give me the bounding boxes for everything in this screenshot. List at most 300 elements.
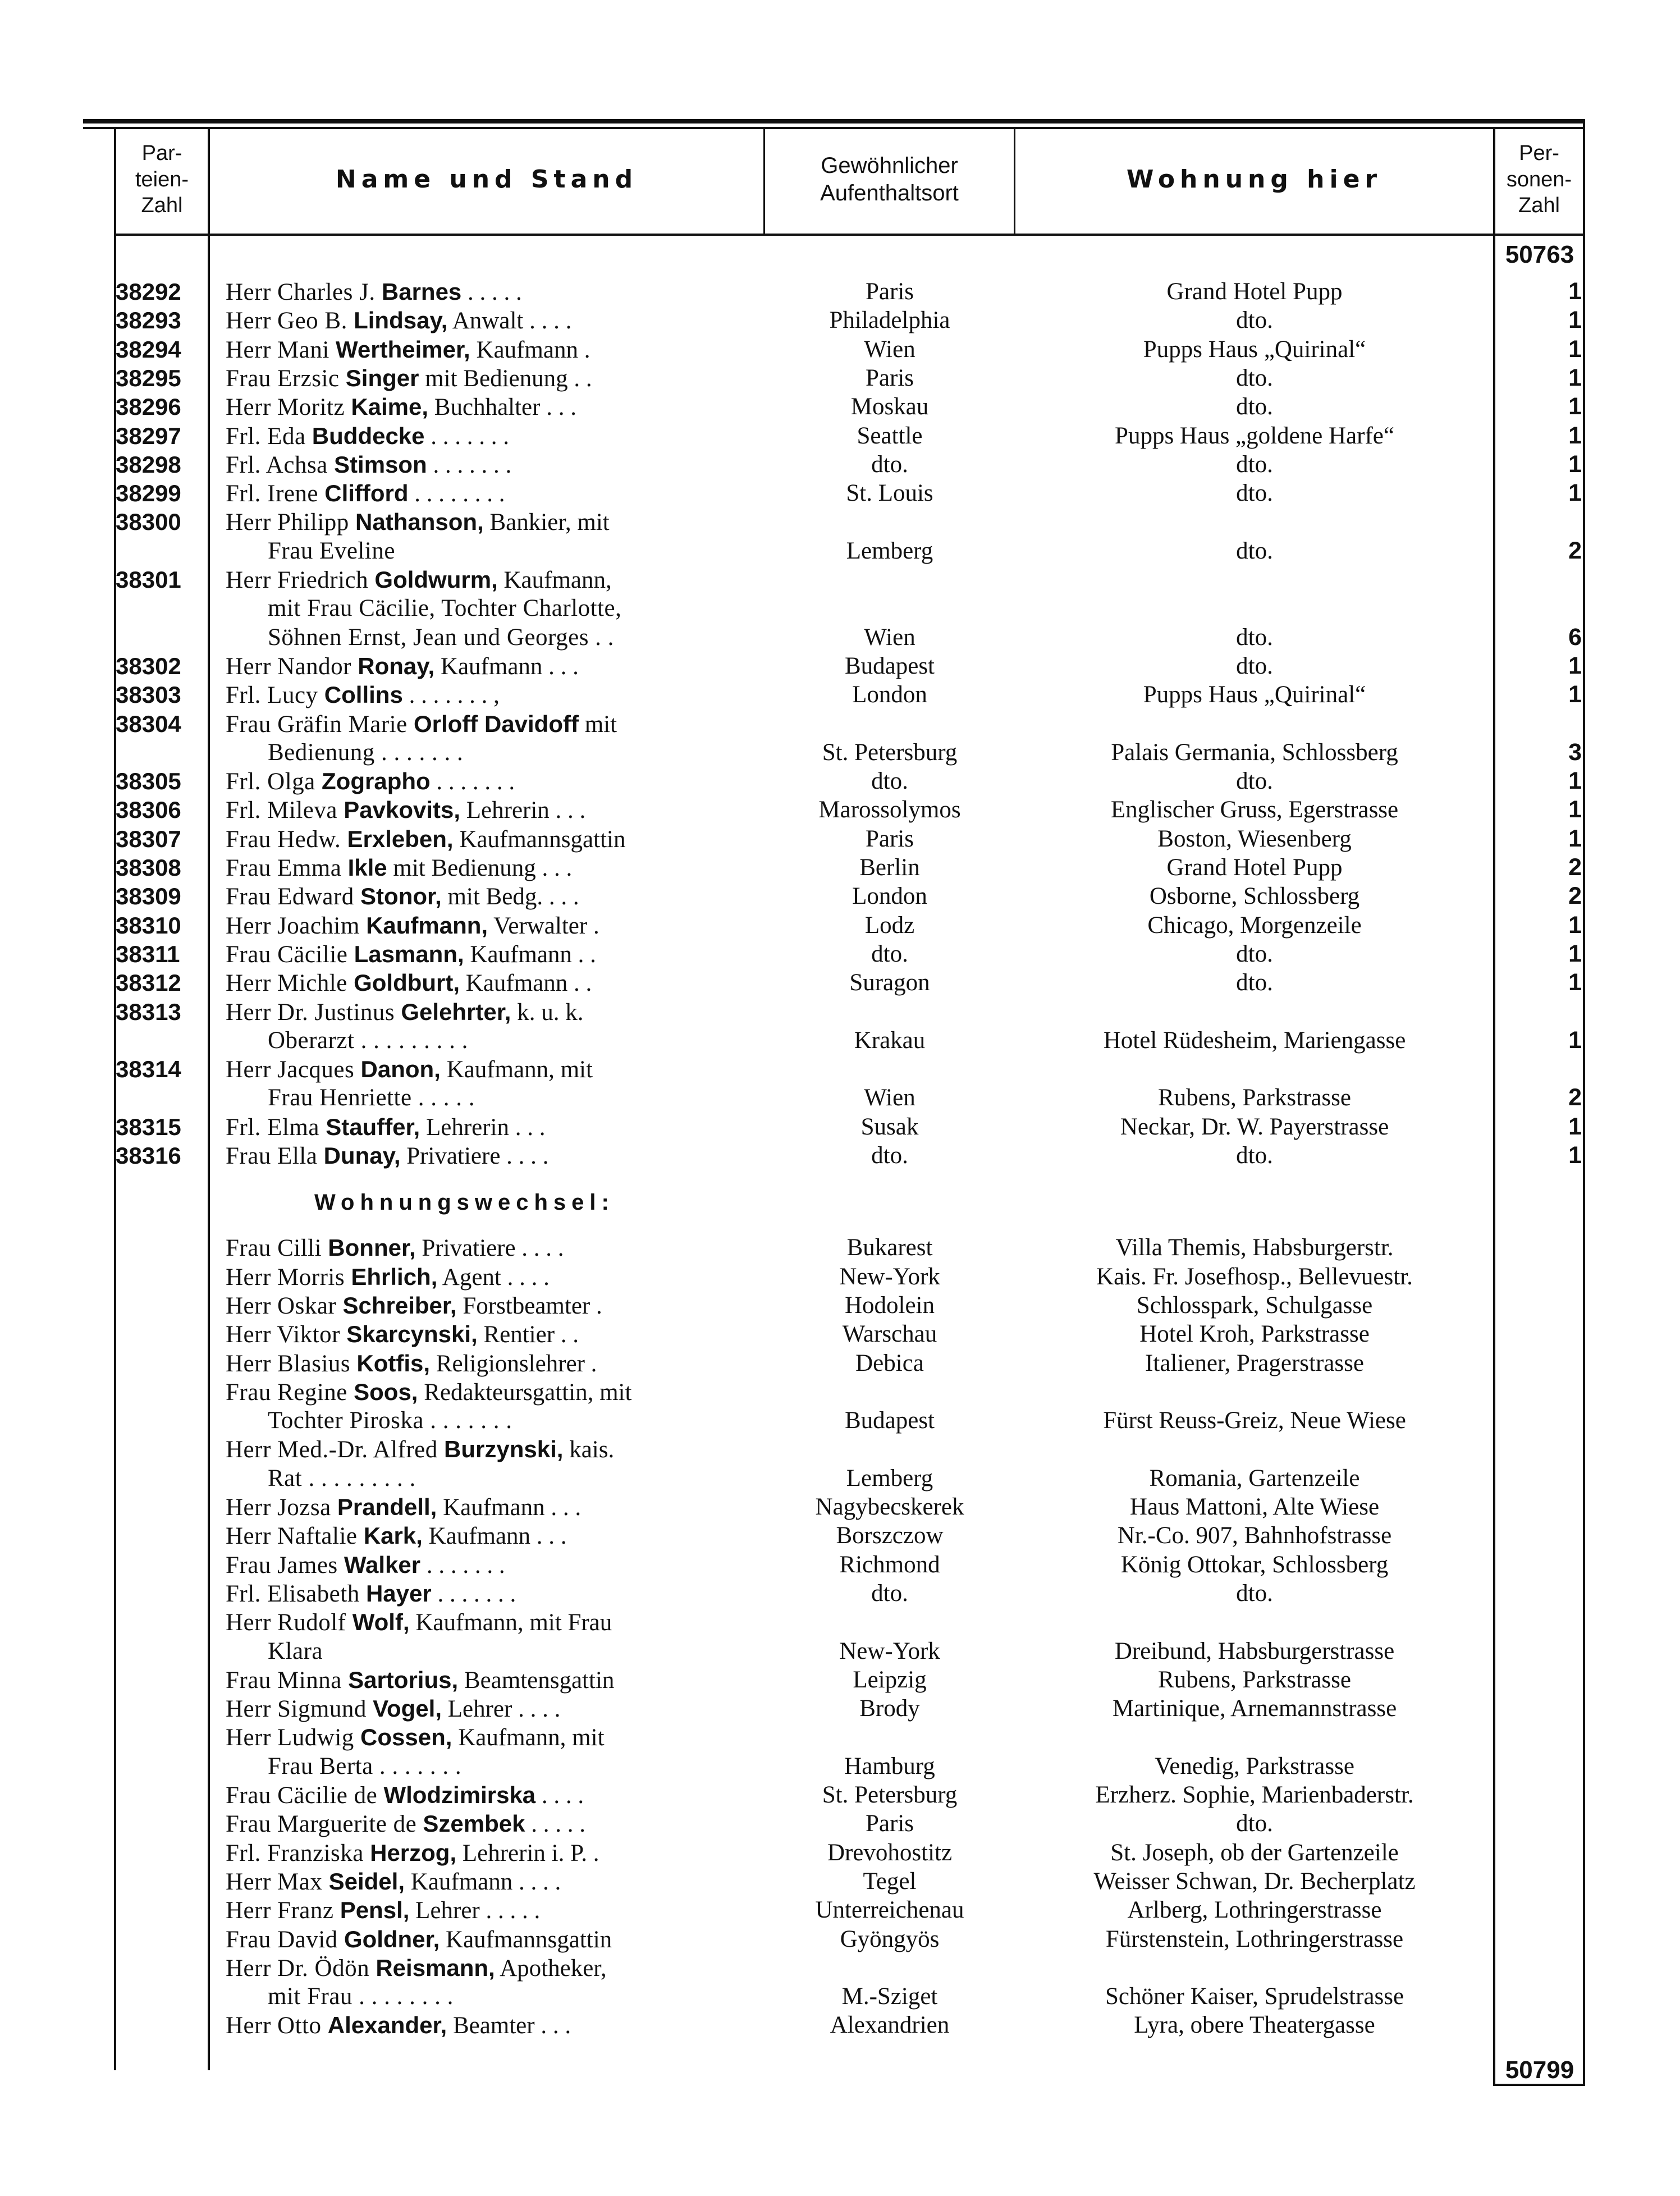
local-address: Fürstenstein, Lothringerstrasse bbox=[1105, 1925, 1404, 1952]
name-cell bbox=[226, 1262, 765, 1291]
usual-residence: Paris bbox=[866, 364, 914, 391]
move-row bbox=[0, 1666, 1680, 1694]
local-address: Italiener, Pragerstrasse bbox=[1145, 1349, 1364, 1376]
surname: Vogel, bbox=[373, 1695, 442, 1722]
usual-residence: Susak bbox=[860, 1113, 919, 1140]
name-prefix: Herr Michle bbox=[226, 970, 354, 997]
party-number: 38296 bbox=[116, 394, 181, 420]
entry-row bbox=[0, 652, 1680, 680]
name-prefix: Oberarzt . . . . . . . . . bbox=[268, 1027, 468, 1054]
move-row bbox=[0, 1637, 1680, 1666]
name-cell bbox=[226, 1291, 765, 1320]
persons-count: 2 bbox=[1568, 854, 1582, 881]
usual-residence: Suragon bbox=[849, 969, 930, 996]
usual-residence: dto. bbox=[871, 1142, 908, 1169]
local-address: Grand Hotel Pupp bbox=[1166, 278, 1343, 305]
local-address: Haus Mattoni, Alte Wiese bbox=[1129, 1494, 1380, 1520]
move-row bbox=[0, 1723, 1680, 1751]
usual-residence: Berlin bbox=[859, 854, 920, 881]
move-row bbox=[0, 1608, 1680, 1636]
usual-residence: Leipzig bbox=[853, 1666, 927, 1693]
name-prefix: Frau Cäcilie bbox=[226, 941, 354, 968]
name-cell bbox=[226, 882, 765, 911]
persons-count: 2 bbox=[1568, 537, 1582, 564]
surname: Schreiber, bbox=[342, 1292, 457, 1319]
name-prefix: Herr Sigmund bbox=[226, 1696, 373, 1723]
entry-row bbox=[0, 623, 1680, 652]
entry-row bbox=[0, 364, 1680, 392]
name-suffix: Lehrerin . . . bbox=[420, 1114, 546, 1141]
surname: Wertheimer, bbox=[336, 336, 470, 363]
entry-row bbox=[0, 422, 1680, 450]
persons-count: 1 bbox=[1568, 364, 1582, 391]
local-address: dto. bbox=[1236, 652, 1273, 679]
entry-row bbox=[0, 853, 1680, 882]
name-cell bbox=[226, 537, 807, 565]
surname: Gelehrter, bbox=[401, 998, 511, 1025]
move-row bbox=[0, 1982, 1680, 2011]
local-address: Fürst Reuss-Greiz, Neue Wiese bbox=[1103, 1407, 1406, 1434]
local-address: Chicago, Morgenzeile bbox=[1147, 912, 1362, 939]
name-prefix: Herr Mani bbox=[226, 336, 336, 363]
local-address: Villa Themis, Habsburgerstr. bbox=[1115, 1234, 1394, 1261]
surname: Kaufmann, bbox=[366, 912, 488, 939]
entry-row bbox=[0, 968, 1680, 997]
name-cell bbox=[226, 710, 765, 738]
name-suffix: . . . . . . . bbox=[420, 1552, 505, 1579]
name-suffix: kais. bbox=[563, 1436, 615, 1463]
name-suffix: Apotheker, bbox=[495, 1955, 607, 1982]
local-address: Osborne, Schlossberg bbox=[1149, 883, 1360, 910]
entry-row bbox=[0, 537, 1680, 565]
move-row bbox=[0, 1896, 1680, 1924]
name-prefix: Herr Jozsa bbox=[226, 1494, 337, 1521]
surname: Stonor, bbox=[360, 883, 442, 910]
local-address: Hotel Rüdesheim, Mariengasse bbox=[1103, 1027, 1406, 1054]
name-suffix: Buchhalter . . . bbox=[428, 394, 576, 421]
entry-row bbox=[0, 882, 1680, 911]
usual-residence: Wien bbox=[864, 1085, 915, 1111]
surname: Herzog, bbox=[370, 1839, 457, 1866]
surname: Walker bbox=[344, 1551, 421, 1578]
name-prefix: mit Frau Cäcilie, Tochter Charlotte, bbox=[268, 595, 622, 622]
local-address: Boston, Wiesenberg bbox=[1157, 825, 1352, 852]
name-prefix: Frau Cilli bbox=[226, 1235, 328, 1262]
usual-residence: Lemberg bbox=[846, 537, 933, 564]
usual-residence: Paris bbox=[866, 825, 914, 852]
header-personen-zahl: Per- sonen- Zahl bbox=[1506, 141, 1572, 218]
surname: Erxleben, bbox=[347, 825, 454, 852]
entry-row bbox=[0, 1055, 1680, 1083]
name-cell bbox=[226, 968, 765, 997]
name-suffix: Kaufmann . . . bbox=[437, 1494, 582, 1521]
name-cell bbox=[226, 364, 765, 392]
usual-residence: Brody bbox=[859, 1695, 920, 1722]
name-cell bbox=[226, 1666, 765, 1694]
usual-residence: Paris bbox=[866, 278, 914, 305]
usual-residence: Warschau bbox=[842, 1321, 937, 1348]
local-address: Kais. Fr. Josefhosp., Bellevuestr. bbox=[1096, 1263, 1413, 1290]
party-number: 38308 bbox=[116, 854, 181, 881]
name-prefix: Herr Philipp bbox=[226, 509, 356, 536]
move-row bbox=[0, 1435, 1680, 1463]
entry-row bbox=[0, 1026, 1680, 1055]
usual-residence: Drevohostitz bbox=[827, 1839, 953, 1866]
surname: Ehrlich, bbox=[351, 1263, 438, 1290]
local-address: Schlosspark, Schulgasse bbox=[1136, 1292, 1373, 1319]
persons-count: 2 bbox=[1568, 882, 1582, 910]
entry-row bbox=[0, 306, 1680, 335]
name-prefix: Frl. Elma bbox=[226, 1114, 326, 1141]
move-row bbox=[0, 2011, 1680, 2039]
name-prefix: Frl. Olga bbox=[226, 768, 322, 795]
name-cell bbox=[226, 422, 765, 450]
local-address: dto. bbox=[1236, 969, 1273, 996]
local-address: Nr.-Co. 907, Bahnhofstrasse bbox=[1117, 1522, 1392, 1549]
party-number: 38294 bbox=[116, 336, 181, 363]
local-address: dto. bbox=[1236, 1580, 1273, 1607]
name-cell bbox=[226, 392, 765, 421]
entry-row bbox=[0, 998, 1680, 1026]
name-prefix: mit Frau . . . . . . . . bbox=[268, 1983, 454, 2010]
name-cell bbox=[226, 998, 765, 1026]
surname: Alexander, bbox=[327, 2012, 447, 2039]
persons-count: 1 bbox=[1568, 825, 1582, 852]
name-prefix: Tochter Piroska . . . . . . . bbox=[268, 1407, 512, 1434]
party-number: 38314 bbox=[116, 1056, 181, 1083]
move-row bbox=[0, 1291, 1680, 1320]
move-row bbox=[0, 1233, 1680, 1262]
name-suffix: Anwalt . . . . bbox=[447, 308, 572, 335]
surname: Orloff Davidoff bbox=[413, 710, 579, 737]
name-cell bbox=[226, 1925, 765, 1953]
move-row bbox=[0, 1378, 1680, 1406]
name-suffix: . . . . bbox=[535, 1782, 584, 1809]
party-number: 38303 bbox=[116, 681, 181, 708]
move-row bbox=[0, 1781, 1680, 1809]
surname: Kark, bbox=[363, 1522, 423, 1549]
name-prefix: Herr Rudolf bbox=[226, 1609, 353, 1636]
name-suffix: Kaufmann . . . bbox=[422, 1523, 567, 1550]
name-prefix: Frau Hedw. bbox=[226, 826, 347, 853]
usual-residence: Philadelphia bbox=[829, 307, 950, 334]
name-prefix: Frau Cäcilie de bbox=[226, 1782, 384, 1809]
entry-row bbox=[0, 710, 1680, 738]
name-cell bbox=[226, 277, 765, 306]
local-address: St. Joseph, ob der Gartenzeile bbox=[1110, 1839, 1399, 1866]
party-number: 38295 bbox=[116, 364, 181, 391]
name-prefix: Herr Friedrich bbox=[226, 567, 375, 593]
surname: Buddecke bbox=[312, 422, 425, 449]
name-cell bbox=[226, 623, 807, 652]
usual-residence: St. Petersburg bbox=[822, 739, 958, 766]
local-address: Martinique, Arnemannstrasse bbox=[1112, 1695, 1397, 1722]
name-prefix: Söhnen Ernst, Jean und Georges . . bbox=[268, 624, 614, 651]
name-cell bbox=[226, 1406, 807, 1435]
persons-count: 1 bbox=[1568, 1113, 1582, 1140]
usual-residence: Hamburg bbox=[844, 1753, 935, 1779]
usual-residence: Paris bbox=[866, 1810, 914, 1837]
name-suffix: Privatiere . . . . bbox=[415, 1235, 564, 1262]
local-address: dto. bbox=[1236, 480, 1273, 507]
local-address: dto. bbox=[1236, 537, 1273, 564]
local-address: Pupps Haus „Quirinal“ bbox=[1143, 336, 1366, 363]
persons-count: 2 bbox=[1568, 1084, 1582, 1111]
move-row bbox=[0, 1320, 1680, 1348]
usual-residence: Gyöngyös bbox=[840, 1925, 940, 1952]
name-cell bbox=[226, 738, 807, 767]
name-suffix: Kaufmann, mit bbox=[452, 1724, 605, 1751]
persons-count: 1 bbox=[1568, 940, 1582, 967]
persons-count: 1 bbox=[1568, 393, 1582, 420]
name-prefix: Frau James bbox=[226, 1552, 344, 1579]
usual-residence: dto. bbox=[871, 1580, 908, 1607]
name-cell bbox=[226, 1781, 765, 1809]
local-address: Pupps Haus „Quirinal“ bbox=[1143, 681, 1366, 708]
name-cell bbox=[226, 1055, 765, 1083]
name-suffix: k. u. k. bbox=[511, 999, 584, 1026]
name-prefix: Herr Geo B. bbox=[226, 308, 354, 335]
name-cell bbox=[226, 1608, 765, 1636]
usual-residence: Nagybecskerek bbox=[815, 1494, 964, 1520]
name-cell bbox=[226, 1550, 765, 1579]
surname: Stauffer, bbox=[326, 1113, 420, 1140]
usual-residence: Seattle bbox=[857, 422, 923, 449]
persons-count: 1 bbox=[1568, 911, 1582, 939]
entry-row bbox=[0, 1141, 1680, 1170]
name-prefix: Herr Naftalie bbox=[226, 1523, 364, 1550]
name-cell bbox=[226, 1349, 765, 1378]
name-cell bbox=[226, 1867, 765, 1896]
usual-residence: dto. bbox=[871, 940, 908, 967]
surname: Wlodzimirska bbox=[383, 1782, 536, 1808]
name-suffix: Religionslehrer . bbox=[430, 1350, 597, 1377]
local-address: Pupps Haus „goldene Harfe“ bbox=[1115, 422, 1394, 449]
entry-row bbox=[0, 738, 1680, 767]
usual-residence: St. Petersburg bbox=[822, 1782, 958, 1808]
move-row bbox=[0, 1406, 1680, 1435]
entry-row bbox=[0, 594, 1680, 623]
surname: Goldburt, bbox=[354, 969, 460, 996]
persons-count: 1 bbox=[1568, 969, 1582, 996]
surname: Goldwurm, bbox=[374, 566, 498, 593]
party-number: 38311 bbox=[116, 940, 180, 967]
name-suffix: mit Bedg. . . . bbox=[441, 884, 579, 911]
name-cell bbox=[226, 1953, 765, 1982]
move-row bbox=[0, 1867, 1680, 1896]
header-aufenthaltsort: Gewöhnlicher Aufenthaltsort bbox=[820, 153, 959, 205]
surname: Hayer bbox=[365, 1580, 432, 1607]
local-address: Rubens, Parkstrasse bbox=[1158, 1666, 1351, 1693]
party-number: 38292 bbox=[116, 278, 181, 305]
move-row bbox=[0, 1809, 1680, 1838]
party-number: 38299 bbox=[116, 480, 181, 507]
entry-row bbox=[0, 1083, 1680, 1112]
name-prefix: Herr Charles J. bbox=[226, 279, 382, 305]
name-suffix: Kaufmann . . bbox=[460, 970, 592, 997]
name-suffix: . . . . . . . bbox=[430, 768, 515, 795]
name-cell bbox=[226, 335, 765, 364]
local-address: Neckar, Dr. W. Payerstrasse bbox=[1120, 1113, 1389, 1140]
party-number: 38304 bbox=[116, 710, 181, 737]
usual-residence: London bbox=[852, 883, 927, 910]
name-prefix: Frau Eveline bbox=[268, 537, 395, 564]
move-row bbox=[0, 1694, 1680, 1723]
surname: Ronay, bbox=[358, 652, 435, 679]
name-prefix: Herr Med.-Dr. Alfred bbox=[226, 1436, 445, 1463]
header-name-und-stand: Name und Stand bbox=[335, 165, 638, 194]
usual-residence: Hodolein bbox=[844, 1292, 935, 1319]
name-cell bbox=[226, 1752, 807, 1781]
usual-residence: Budapest bbox=[844, 652, 935, 679]
name-cell bbox=[226, 1521, 765, 1550]
name-cell bbox=[226, 1141, 765, 1170]
name-cell bbox=[226, 680, 765, 709]
name-cell bbox=[226, 1320, 765, 1348]
usual-residence: Lemberg bbox=[846, 1465, 933, 1492]
party-number: 38302 bbox=[116, 652, 181, 679]
surname: Soos, bbox=[354, 1378, 418, 1405]
entry-row bbox=[0, 392, 1680, 421]
party-number: 38316 bbox=[116, 1142, 181, 1169]
local-address: Romania, Gartenzeile bbox=[1149, 1465, 1360, 1492]
usual-residence: New-York bbox=[839, 1637, 940, 1664]
move-row bbox=[0, 1550, 1680, 1579]
name-prefix: Herr Blasius bbox=[226, 1350, 357, 1377]
name-suffix: . . . . . . . bbox=[431, 1580, 516, 1607]
name-cell bbox=[226, 1579, 765, 1608]
name-suffix: . . . . . . . bbox=[427, 451, 512, 478]
usual-residence: Budapest bbox=[844, 1407, 935, 1434]
persons-count: 1 bbox=[1568, 422, 1582, 449]
name-cell bbox=[226, 1809, 765, 1838]
name-cell bbox=[226, 2011, 765, 2039]
name-cell bbox=[226, 795, 765, 824]
local-address: dto. bbox=[1236, 307, 1273, 334]
surname: Nathanson, bbox=[355, 509, 484, 536]
surname: Zographo bbox=[322, 768, 431, 795]
party-number: 38306 bbox=[116, 797, 181, 824]
name-cell bbox=[226, 1083, 807, 1112]
surname: Collins bbox=[324, 681, 403, 708]
name-prefix: Herr Morris bbox=[226, 1264, 351, 1291]
name-cell bbox=[226, 1233, 765, 1262]
usual-residence: Moskau bbox=[850, 394, 929, 420]
name-prefix: Herr Otto bbox=[226, 2012, 328, 2039]
name-prefix: Herr Nandor bbox=[226, 653, 358, 680]
name-cell bbox=[226, 853, 765, 882]
name-cell bbox=[226, 450, 765, 479]
name-prefix: Frl. Lucy bbox=[226, 682, 324, 709]
entry-row bbox=[0, 565, 1680, 594]
surname: Reismann, bbox=[376, 1954, 495, 1981]
usual-residence: Richmond bbox=[839, 1551, 940, 1578]
move-row bbox=[0, 1579, 1680, 1608]
name-suffix: Kaufmann . . . . bbox=[405, 1868, 561, 1895]
surname: Pavkovits, bbox=[344, 797, 461, 824]
persons-count: 6 bbox=[1568, 623, 1582, 651]
name-suffix: Lehrer . . . . bbox=[442, 1696, 561, 1723]
name-prefix: Frau Gräfin Marie bbox=[226, 711, 414, 738]
party-number: 38305 bbox=[116, 768, 181, 795]
move-row bbox=[0, 1493, 1680, 1521]
local-address: dto. bbox=[1236, 364, 1273, 391]
usual-residence: dto. bbox=[871, 451, 908, 478]
name-suffix: mit bbox=[578, 711, 617, 738]
local-address: Hotel Kroh, Parkstrasse bbox=[1139, 1321, 1370, 1348]
entry-row bbox=[0, 825, 1680, 853]
usual-residence: Borszczow bbox=[836, 1522, 944, 1549]
name-prefix: Frl. Mileva bbox=[226, 797, 344, 824]
name-suffix: . . . . . bbox=[525, 1811, 585, 1838]
usual-residence: St. Louis bbox=[846, 480, 933, 507]
entry-row bbox=[0, 767, 1680, 795]
party-number: 38309 bbox=[116, 883, 181, 910]
name-suffix: Rentier . . bbox=[477, 1321, 579, 1348]
final-total: 50799 bbox=[1505, 2056, 1574, 2084]
name-suffix: . . . . . bbox=[461, 279, 522, 305]
name-prefix: Frl. Irene bbox=[226, 481, 325, 507]
name-cell bbox=[226, 1982, 807, 2011]
name-prefix: Frau Ella bbox=[226, 1143, 324, 1169]
name-prefix: Frl. Elisabeth bbox=[226, 1580, 366, 1607]
name-prefix: Herr Max bbox=[226, 1868, 329, 1895]
party-number: 38312 bbox=[116, 969, 181, 996]
name-cell bbox=[226, 1464, 807, 1493]
surname: Singer bbox=[345, 364, 419, 391]
surname: Wolf, bbox=[352, 1609, 410, 1636]
party-number: 38300 bbox=[116, 509, 181, 536]
name-prefix: Herr Jacques bbox=[226, 1056, 361, 1083]
move-row bbox=[0, 1925, 1680, 1953]
party-number: 38297 bbox=[116, 422, 181, 449]
name-suffix: . . . . . . . bbox=[424, 423, 510, 450]
surname: Kotfis, bbox=[356, 1349, 431, 1376]
name-suffix: Beamter . . . bbox=[447, 2012, 571, 2039]
move-row bbox=[0, 1953, 1680, 1982]
name-suffix: Agent . . . . bbox=[437, 1264, 550, 1291]
name-suffix: Kaufmann, mit bbox=[440, 1056, 593, 1083]
usual-residence: Alexandrien bbox=[830, 2012, 950, 2039]
local-address: dto. bbox=[1236, 394, 1273, 420]
local-address: dto. bbox=[1236, 768, 1273, 795]
local-address: Weisser Schwan, Dr. Becherplatz bbox=[1093, 1868, 1416, 1895]
name-suffix: Beamtensgattin bbox=[458, 1667, 615, 1694]
name-cell bbox=[226, 1378, 765, 1406]
local-address: Lyra, obere Theatergasse bbox=[1134, 2012, 1375, 2039]
name-suffix: Redakteursgattin, mit bbox=[418, 1379, 632, 1406]
local-address: Rubens, Parkstrasse bbox=[1158, 1085, 1351, 1111]
name-prefix: Frau Erzsic bbox=[226, 365, 346, 392]
local-address: dto. bbox=[1236, 451, 1273, 478]
move-row bbox=[0, 1464, 1680, 1493]
surname: Lindsay, bbox=[354, 307, 448, 334]
entry-row bbox=[0, 450, 1680, 479]
name-suffix: Kaufmann . . bbox=[464, 941, 596, 968]
header-wohnung-hier: Wohnung hier bbox=[1126, 165, 1383, 194]
name-prefix: Frl. Eda bbox=[226, 423, 312, 450]
move-row bbox=[0, 1349, 1680, 1378]
name-prefix: Herr Ludwig bbox=[226, 1724, 361, 1751]
persons-count: 1 bbox=[1568, 479, 1582, 507]
usual-residence: Tegel bbox=[863, 1868, 917, 1895]
name-prefix: Frau Marguerite de bbox=[226, 1811, 423, 1838]
local-address: Dreibund, Habsburgerstrasse bbox=[1114, 1637, 1395, 1664]
name-prefix: Bedienung . . . . . . . bbox=[268, 739, 464, 766]
name-suffix: Lehrerin . . . bbox=[460, 797, 586, 824]
entry-row bbox=[0, 940, 1680, 968]
name-suffix: Kaufmannsgattin bbox=[440, 1926, 612, 1953]
